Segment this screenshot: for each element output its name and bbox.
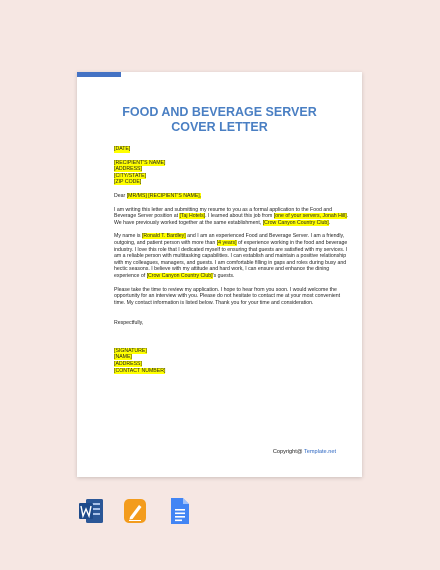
letter-body [114, 146, 349, 374]
p1-text-4: . [328, 219, 331, 226]
copyright-footer [273, 449, 336, 455]
p2-text-1: My name is [114, 233, 142, 240]
title-line-2: COVER LETTER [171, 120, 268, 134]
p1-hotel-field: [Taj Hotels] [179, 213, 206, 220]
p1-text-2: . I learned about this job from [205, 213, 274, 220]
p2-establishment-field: [Crow Canyon Country Club] [146, 272, 213, 279]
copyright-site-link[interactable]: Template.net [303, 449, 336, 455]
recipient-address-field: [ADDRESS] [114, 166, 142, 173]
p2-text-3: of experience working in the food and beverage industry. I love this role that I dedicated myself to ensuring that guests are satisfied with my services. I am a reliable person with multitasking capabilities. I can establish and maintain a positive relationship with my colleagues, managers, and guests. I am comfortable filling in gaps and roles during busy and hectic seasons. I believe with my attitude and hard work, I can ensure and enhance the dining experience of [114, 239, 348, 279]
p2-text-4: 's guests. [212, 272, 235, 279]
sender-name-field: [NAME] [114, 354, 132, 361]
recipient-zip-field: [ZIP CODE] [114, 179, 142, 186]
p1-referrer-field: [one of your servers, Jonah Hill] [273, 213, 347, 220]
salutation [114, 193, 349, 200]
paragraph-3: Please take the time to review my application. I hope to hear from you soon. I would welcome the opportunity for an interview with you. Please do not hesitate to contact me at your most convenient time. My contact information is listed below. Thank you for your time and consideration. [114, 286, 341, 306]
sender-address-field: [ADDRESS] [114, 361, 142, 368]
p2-text-2: and I am an experienced Food and Beverage Server. I am a friendly, outgoing, and patient person with more than [114, 233, 345, 246]
format-icons [78, 497, 192, 525]
date-field: [DATE] [114, 146, 131, 152]
sender-contact-field: [CONTACT NUMBER] [114, 367, 166, 374]
recipient-name-field: [RECIPIENT'S NAME] [114, 159, 166, 166]
p2-years-field: [4 years] [216, 239, 237, 246]
title-line-1: FOOD AND BEVERAGE SERVER [122, 105, 317, 119]
salutation-prefix: Dear [114, 192, 127, 199]
pages-icon[interactable] [122, 497, 148, 525]
signature-field: [SIGNATURE] [114, 347, 147, 354]
p1-text-1: I am writing this letter and submitting my resume to you as a formal application to the Food and Beverage Server position at [114, 206, 332, 220]
recipient-city-field: [CITY/STATE] [114, 172, 147, 179]
google-docs-icon[interactable] [166, 497, 192, 525]
p1-establishment-field: [Crow Canyon Country Club] [262, 219, 329, 226]
copyright-label: Copyright@ [272, 449, 304, 455]
accent-bar [77, 72, 121, 77]
paragraph-1 [114, 207, 349, 227]
p1-text-3: . We have previously worked together at the same establishment, [114, 213, 349, 226]
document-page [77, 72, 362, 477]
document-title [77, 105, 362, 135]
paragraph-2 [114, 233, 349, 279]
p2-name-field: [Ronald T. Bardley] [141, 233, 186, 240]
closing: Respectfully, [114, 320, 144, 327]
salutation-name-field: [MR/MS] [RECIPIENT'S NAME], [126, 192, 202, 199]
word-icon[interactable] [78, 497, 104, 525]
